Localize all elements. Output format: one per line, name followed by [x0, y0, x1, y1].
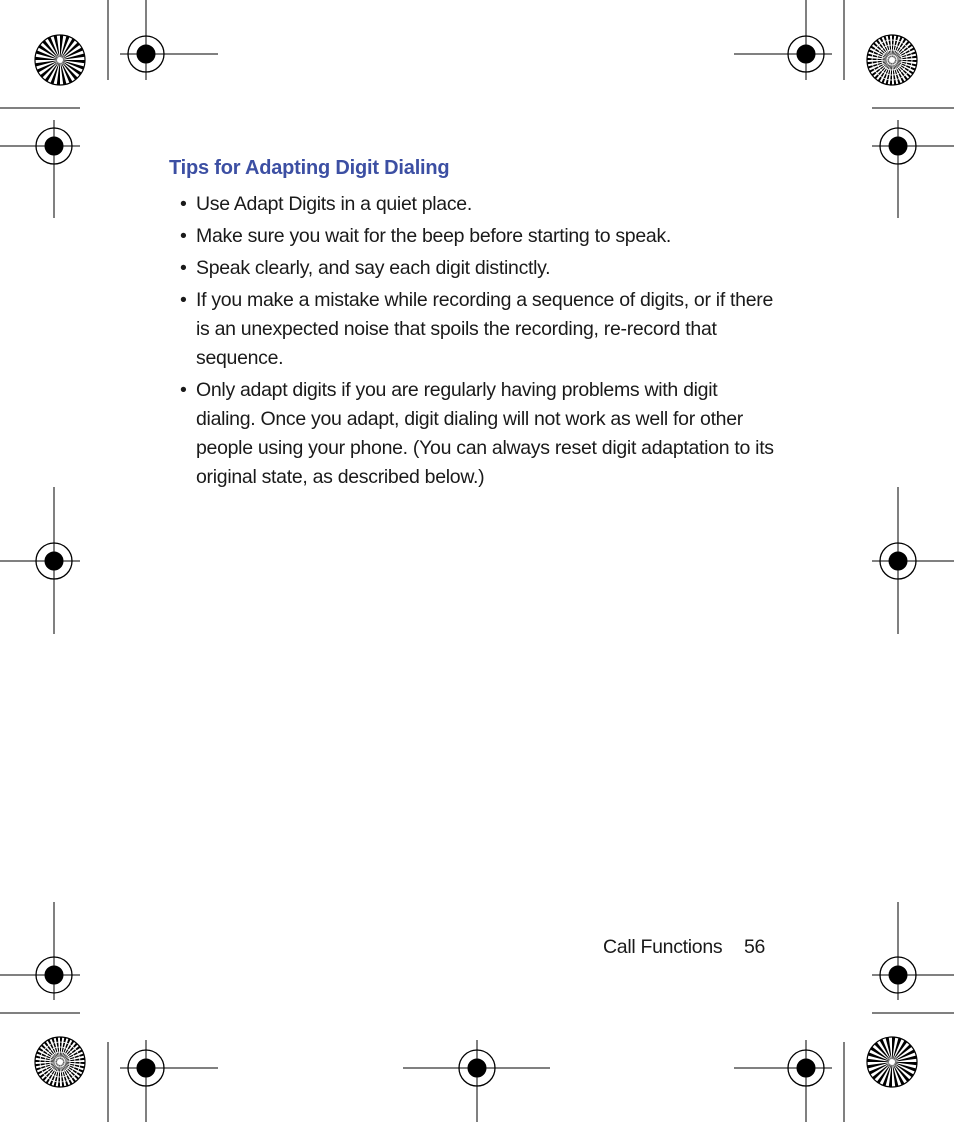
registration-mark-icon	[120, 0, 218, 80]
registration-mark-icon	[403, 1040, 550, 1122]
registration-mark-icon	[0, 487, 80, 634]
tip-text: Use Adapt Digits in a quiet place.	[196, 193, 472, 215]
star-target-icon	[867, 35, 917, 85]
section-title: Tips for Adapting Digit Dialing	[169, 157, 450, 179]
list-item	[180, 254, 780, 283]
registration-mark-icon	[734, 1040, 832, 1122]
tip-text: Speak clearly, and say each digit distinctly.	[196, 257, 551, 279]
footer-section-name: Call Functions	[603, 936, 723, 958]
registration-mark-icon	[0, 120, 80, 218]
bullet: •	[180, 225, 187, 247]
list-item	[180, 286, 780, 373]
bullet: •	[180, 193, 187, 215]
star-target-icon	[35, 35, 85, 85]
star-target-icon	[867, 1037, 917, 1087]
star-target-icon	[35, 1037, 85, 1087]
list-item	[180, 222, 780, 251]
tip-text: Make sure you wait for the beep before starting to speak.	[196, 225, 672, 247]
bullet: •	[180, 289, 187, 311]
registration-mark-icon	[734, 0, 832, 80]
registration-mark-icon	[872, 120, 954, 218]
list-item	[180, 190, 780, 219]
tip-text: If you make a mistake while recording a sequence of digits, or if there is an unexpected noise that spoils the recording, re-record that sequence.	[196, 289, 774, 369]
bullet: •	[180, 257, 187, 279]
bullet: •	[180, 379, 187, 401]
tips-list	[180, 190, 780, 495]
registration-mark-icon	[872, 902, 954, 1000]
page-number: 56	[744, 936, 766, 958]
list-item	[180, 376, 780, 492]
tip-text: Only adapt digits if you are regularly having problems with digit dialing. Once you adapt, digit dialing will not work as well for other people using your phone. (You can always reset digit adaptation to its original state, as described below.)	[196, 379, 774, 488]
registration-mark-icon	[120, 1040, 218, 1122]
registration-mark-icon	[0, 902, 80, 1000]
registration-mark-icon	[872, 487, 954, 634]
